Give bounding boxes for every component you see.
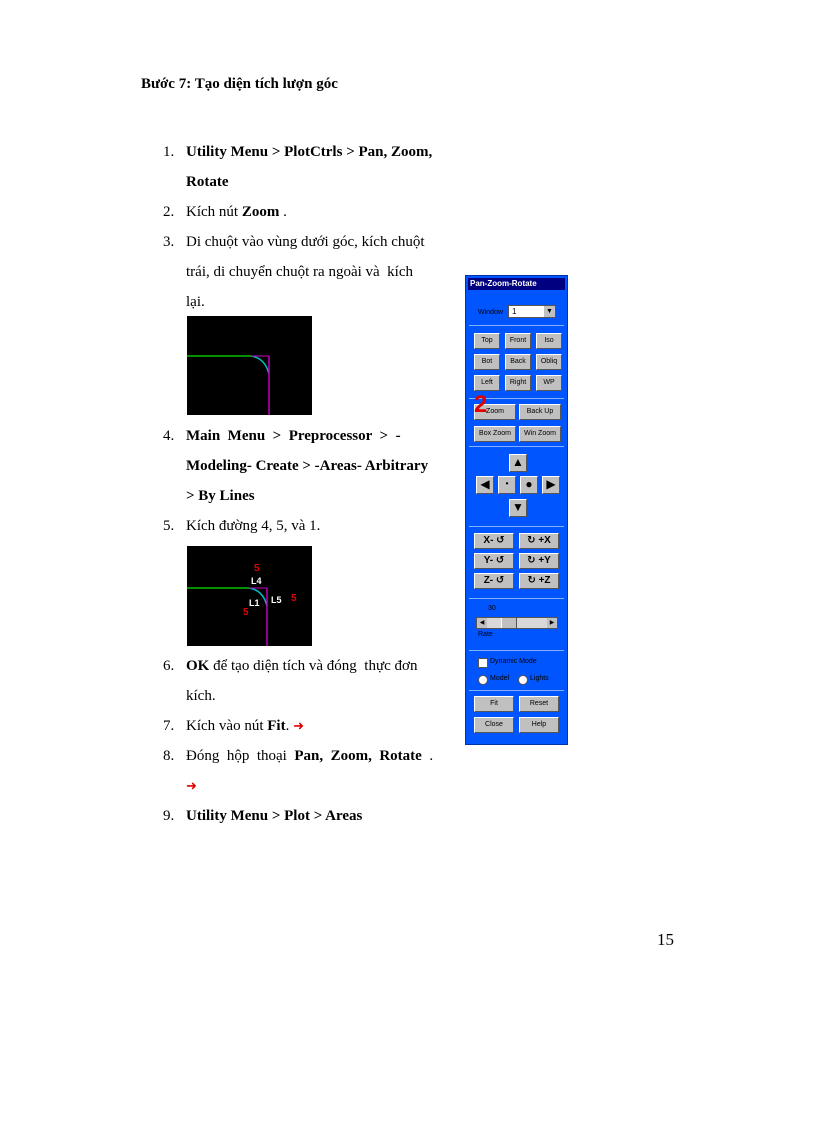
zoom-figure [187,316,312,415]
step-bold-text: Modeling- Create > -Areas- Arbitrary [186,458,429,474]
bottom-button-fit[interactable]: Fit [474,696,514,712]
step-bold-text: Pan, Zoom, Rotate [294,748,422,764]
mark-5-left: 5 [243,607,249,618]
dialog-title: Pan-Zoom-Rotate [468,278,565,290]
zoom-figure-graphic [187,316,312,415]
step-text [186,741,456,801]
step-line [186,137,456,167]
label-l1: L1 [249,598,260,608]
step-bold-text: Zoom [241,204,280,220]
step-text [186,137,456,197]
rotate-button-z[interactable]: ↻ +Z [519,573,559,589]
zoom-button-zoom[interactable]: Zoom [474,404,516,420]
step-number: 7. [163,718,175,734]
rate-label: Rate [478,631,493,638]
rotate-button-y[interactable]: ↻ +Y [519,553,559,569]
chevron-down-icon[interactable]: ▼ [544,306,555,317]
step-number: 6. [163,658,175,674]
step-line [186,511,456,541]
red-arrow-icon: ➜ [186,778,197,793]
slider-right-arrow-icon[interactable]: ▶ [547,618,557,628]
step-bold-text: OK [186,658,210,674]
zoom-in-button[interactable]: • [498,476,516,494]
step-plain-text: . [279,204,287,220]
step-line [186,711,456,741]
step-plain-text: lại. [186,294,205,310]
zoom-button-box-zoom[interactable]: Box Zoom [474,426,516,442]
rate-value: 30 [488,605,496,612]
slider-left-arrow-icon[interactable]: ◀ [477,618,487,628]
step-number: 1. [163,144,175,160]
page-number: 15 [657,930,674,949]
step-plain-text: Kích đường 4, 5, và 1. [186,518,321,534]
step-bold-text: Main Menu > Preprocessor > - [186,428,401,444]
step-plain-text: Kích vào nút [186,718,268,734]
rotate-button-x[interactable]: ↻ +X [519,533,559,549]
lights-radio[interactable] [518,675,528,685]
view-button-obliq[interactable]: Obliq [536,354,562,370]
label-l4: L4 [251,576,262,586]
step-plain-text: . [421,748,434,764]
mark-5-right: 5 [291,593,297,604]
step-number: 8. [163,748,175,764]
step-line [186,257,456,287]
step-plain-text: kích. [186,688,216,704]
step-number: 3. [163,234,175,250]
step-bold-text: Utility Menu > Plot > Areas [186,808,363,824]
step-line [186,741,456,771]
step-text [186,711,456,741]
model-radio[interactable] [478,675,488,685]
section-heading: Bước 7: Tạo diện tích lượn góc [141,76,338,92]
window-select-value: 1 [512,307,517,316]
pan-left-button[interactable]: ◀ [476,476,494,494]
step-line [186,681,456,711]
step-bold-text: Rotate [186,174,229,190]
zoom-button-back-up[interactable]: Back Up [519,404,561,420]
step-line [186,287,456,317]
step-number: 9. [163,808,175,824]
zoom-out-button[interactable]: ● [520,476,538,494]
step-text [186,801,456,831]
step-bold-text: Utility Menu > PlotCtrls > Pan, Zoom, [186,144,433,160]
view-button-top[interactable]: Top [474,333,500,349]
mark-5-top: 5 [254,563,260,574]
step-line [186,801,456,831]
bottom-button-close[interactable]: Close [474,717,514,733]
zoom-button-win-zoom[interactable]: Win Zoom [519,426,561,442]
step-text [186,511,456,541]
step-line [186,651,456,681]
rotate-button-x[interactable]: X- ↺ [474,533,514,549]
dynamic-mode-checkbox[interactable] [478,658,488,668]
rotate-button-y[interactable]: Y- ↺ [474,553,514,569]
step-number: 4. [163,428,175,444]
pan-up-button[interactable]: ▲ [509,454,527,472]
bottom-button-reset[interactable]: Reset [519,696,559,712]
step-number: 5. [163,518,175,534]
step-text [186,227,456,317]
step-plain-text: để tạo diện tích và đóng thực đơn [209,658,418,674]
zoom-callout-number: 2 [474,391,488,418]
step-line [186,227,456,257]
pan-zoom-rotate-dialog [465,275,568,745]
lines-figure [187,546,312,646]
step-bold-text: Fit [267,718,286,734]
step-line [186,421,456,451]
step-line [186,771,456,801]
step-line [186,167,456,197]
view-button-left[interactable]: Left [474,375,500,391]
step-text [186,421,456,511]
view-button-front[interactable]: Front [505,333,531,349]
step-line [186,481,456,511]
view-button-bot[interactable]: Bot [474,354,500,370]
view-button-back[interactable]: Back [505,354,531,370]
step-number: 2. [163,204,175,220]
view-button-wp[interactable]: WP [536,375,562,391]
lights-radio-label: Lights [530,675,549,682]
step-plain-text: . [285,718,294,734]
step-text [186,651,456,711]
step-plain-text: Đóng hộp thoại [186,748,295,764]
step-text [186,197,456,227]
step-bold-text: > By Lines [186,488,255,504]
label-l5: L5 [271,595,282,605]
view-button-iso[interactable]: Iso [536,333,562,349]
view-button-right[interactable]: Right [505,375,531,391]
step-plain-text: trái, di chuyển chuột ra ngoài và kích [186,264,414,280]
step-plain-text: Di chuột vào vùng dưới góc, kích chuột [186,234,425,250]
red-arrow-icon: ➜ [293,718,304,733]
bottom-button-help[interactable]: Help [519,717,559,733]
pan-down-button[interactable]: ▼ [509,499,527,517]
step-line [186,197,456,227]
window-label: Window [478,309,503,316]
rotate-button-z[interactable]: Z- ↺ [474,573,514,589]
window-select[interactable] [508,305,556,318]
model-radio-label: Model [490,675,510,682]
step-line [186,451,456,481]
dynamic-mode-label: Dynamic Mode [490,658,537,665]
step-plain-text: Kích nút [186,204,242,220]
rate-slider[interactable] [476,617,558,629]
slider-thumb[interactable] [501,618,517,628]
pan-right-button[interactable]: ▶ [542,476,560,494]
